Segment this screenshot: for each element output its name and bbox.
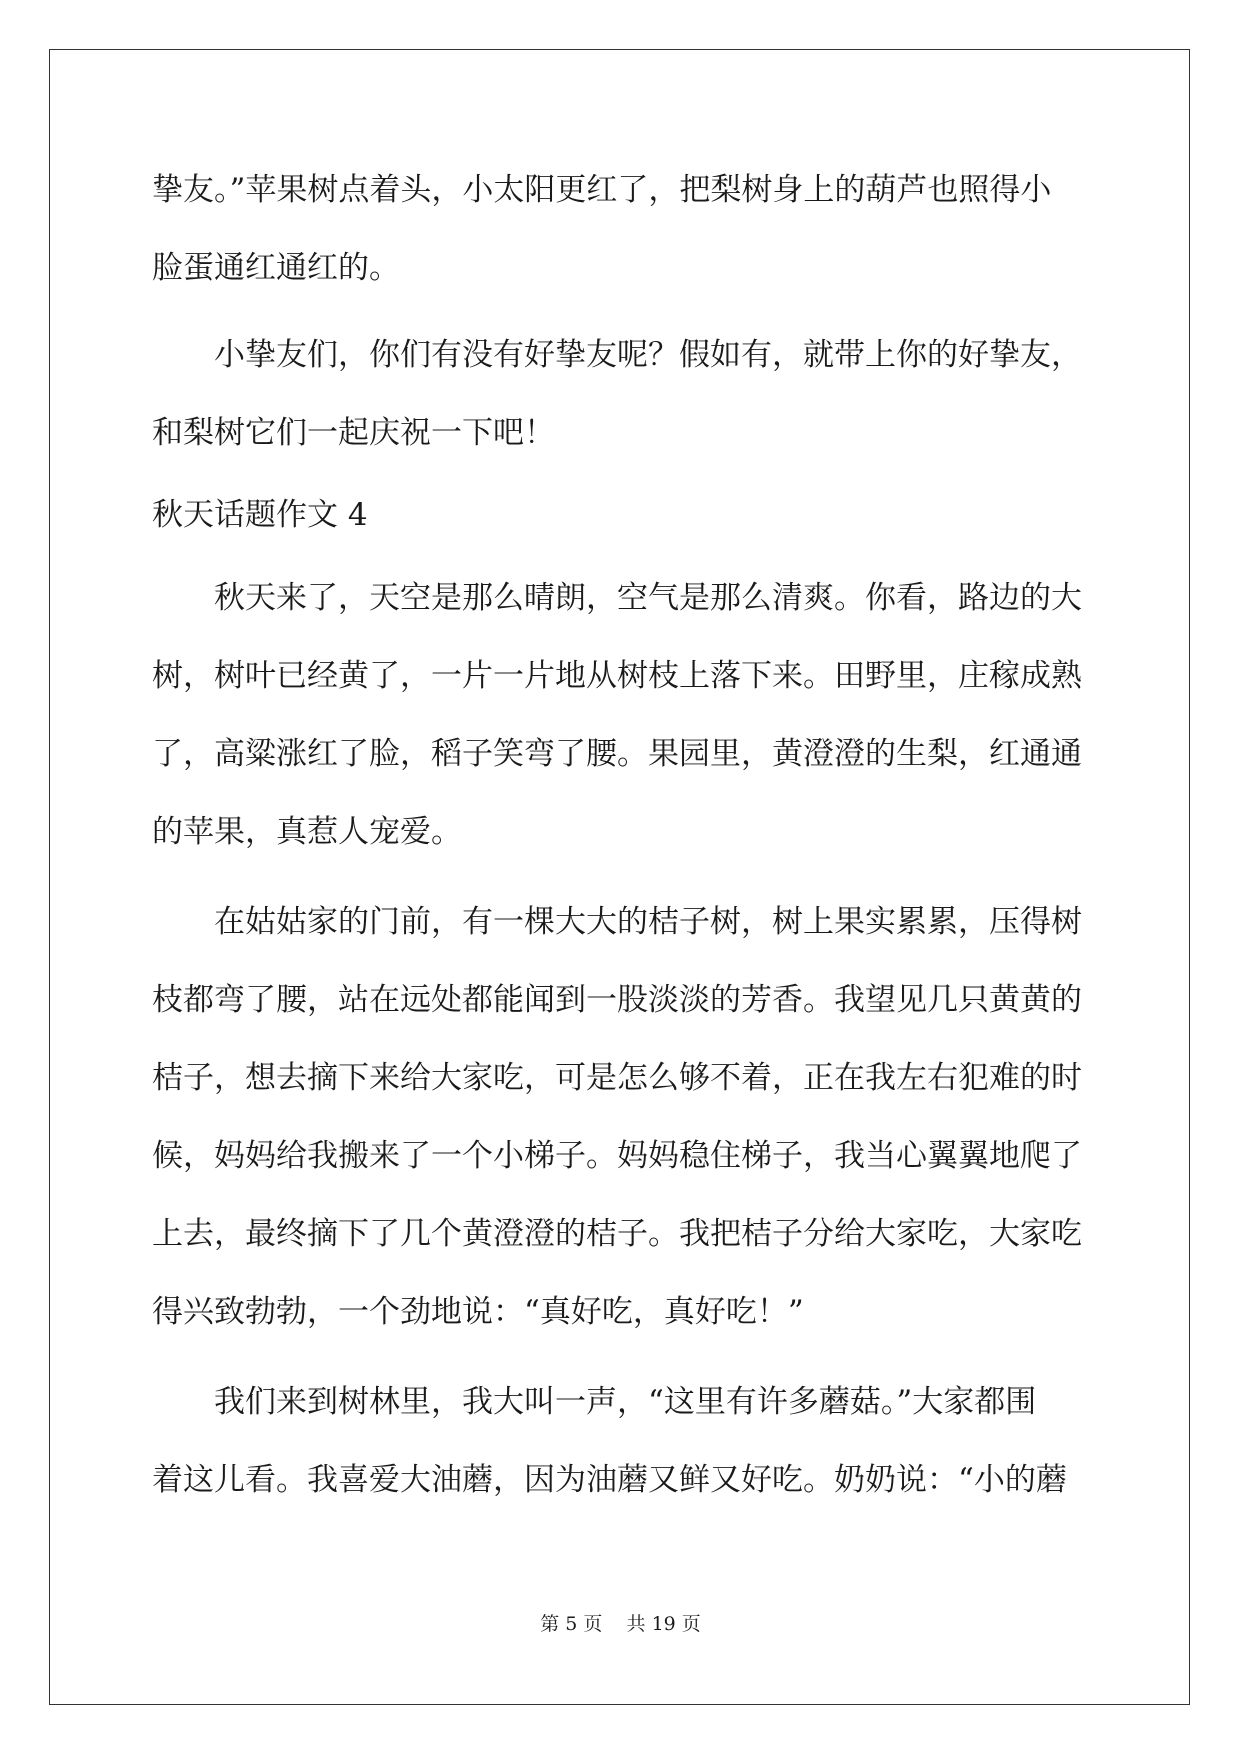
paragraph-line: 上去，最终摘下了几个黄澄澄的桔子。我把桔子分给大家吃，大家吃 (152, 1216, 1082, 1252)
page-number-footer: 第 5 页 共 19 页 (540, 1613, 701, 1635)
paragraph-line: 得兴致勃勃，一个劲地说：“真好吃，真好吃！” (152, 1294, 804, 1330)
paragraph-line: 和梨树它们一起庆祝一下吧！ (152, 415, 555, 451)
paragraph-line: 候，妈妈给我搬来了一个小梯子。妈妈稳住梯子，我当心翼翼地爬了 (152, 1138, 1082, 1174)
page-border (49, 49, 1190, 1705)
paragraph-line: 我们来到树林里，我大叫一声，“这里有许多蘑菇。”大家都围 (214, 1384, 1037, 1420)
section-heading: 秋天话题作文 4 (152, 497, 368, 533)
paragraph-line: 枝都弯了腰，站在远处都能闻到一股淡淡的芳香。我望见几只黄黄的 (152, 982, 1082, 1018)
paragraph-line: 在姑姑家的门前，有一棵大大的桔子树，树上果实累累，压得树 (214, 904, 1082, 940)
paragraph-line: 小挚友们，你们有没有好挚友呢？假如有，就带上你的好挚友， (214, 337, 1082, 373)
paragraph-line: 树，树叶已经黄了，一片一片地从树枝上落下来。田野里，庄稼成熟 (152, 658, 1082, 694)
paragraph-line: 挚友。”苹果树点着头，小太阳更红了，把梨树身上的葫芦也照得小 (152, 172, 1052, 208)
paragraph-line: 脸蛋通红通红的。 (152, 250, 400, 286)
paragraph-line: 了，高粱涨红了脸，稻子笑弯了腰。果园里，黄澄澄的生梨，红通通 (152, 736, 1082, 772)
paragraph-line: 桔子，想去摘下来给大家吃，可是怎么够不着，正在我左右犯难的时 (152, 1060, 1082, 1096)
paragraph-line: 着这儿看。我喜爱大油蘑，因为油蘑又鲜又好吃。奶奶说：“小的蘑 (152, 1462, 1067, 1498)
paragraph-line: 的苹果，真惹人宠爱。 (152, 814, 462, 850)
paragraph-line: 秋天来了，天空是那么晴朗，空气是那么清爽。你看，路边的大 (214, 580, 1082, 616)
